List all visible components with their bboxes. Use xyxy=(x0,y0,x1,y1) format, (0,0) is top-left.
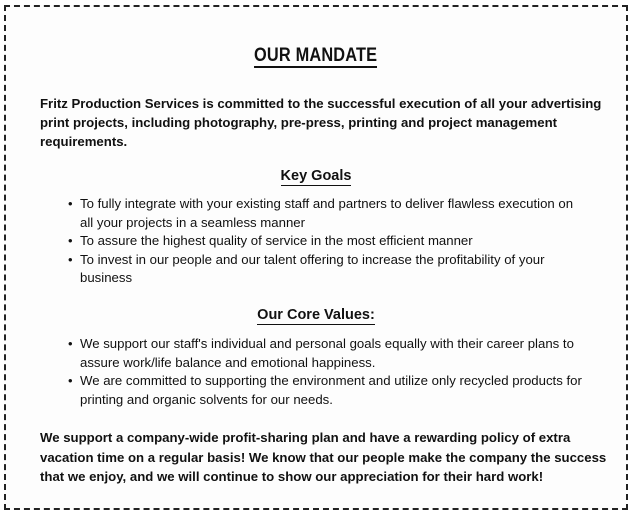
core-values-heading xyxy=(6,307,626,325)
intro-paragraph: Fritz Production Services is committed to the successful execution of all your advertising print projects, including photography, pre-press, printing and project management requirements. xyxy=(40,96,602,149)
list-item: • To assure the highest quality of service in the most efficient manner xyxy=(68,232,588,251)
page-title xyxy=(6,45,626,68)
closing-paragraph: We support a company-wide profit-sharing plan and have a rewarding policy of extra vacation time on a regular basis! We know that our people make the company the success that we enjoy, and we will continue to show our appreciation for their hard work! xyxy=(40,430,607,484)
key-goals-list xyxy=(68,195,588,288)
list-item: • To invest in our people and our talent offering to increase the profitability of your business xyxy=(68,251,588,288)
key-goals-heading xyxy=(6,168,626,186)
core-values-list xyxy=(68,335,588,409)
page-title-text: OUR MANDATE xyxy=(254,45,378,66)
list-item: • We support our staff's individual and personal goals equally with their career plans to assure work/life balance and emotional happiness. xyxy=(68,335,588,372)
list-item: • We are committed to supporting the environment and utilize only recycled products for printing and organic solvents for our needs. xyxy=(68,372,588,409)
key-goals-heading-text: Key Goals xyxy=(280,168,352,184)
list-item: • To fully integrate with your existing staff and partners to deliver flawless execution on all your projects in a seamless manner xyxy=(68,195,588,232)
core-values-heading-text: Our Core Values: xyxy=(257,307,375,323)
dashed-frame xyxy=(4,5,628,510)
